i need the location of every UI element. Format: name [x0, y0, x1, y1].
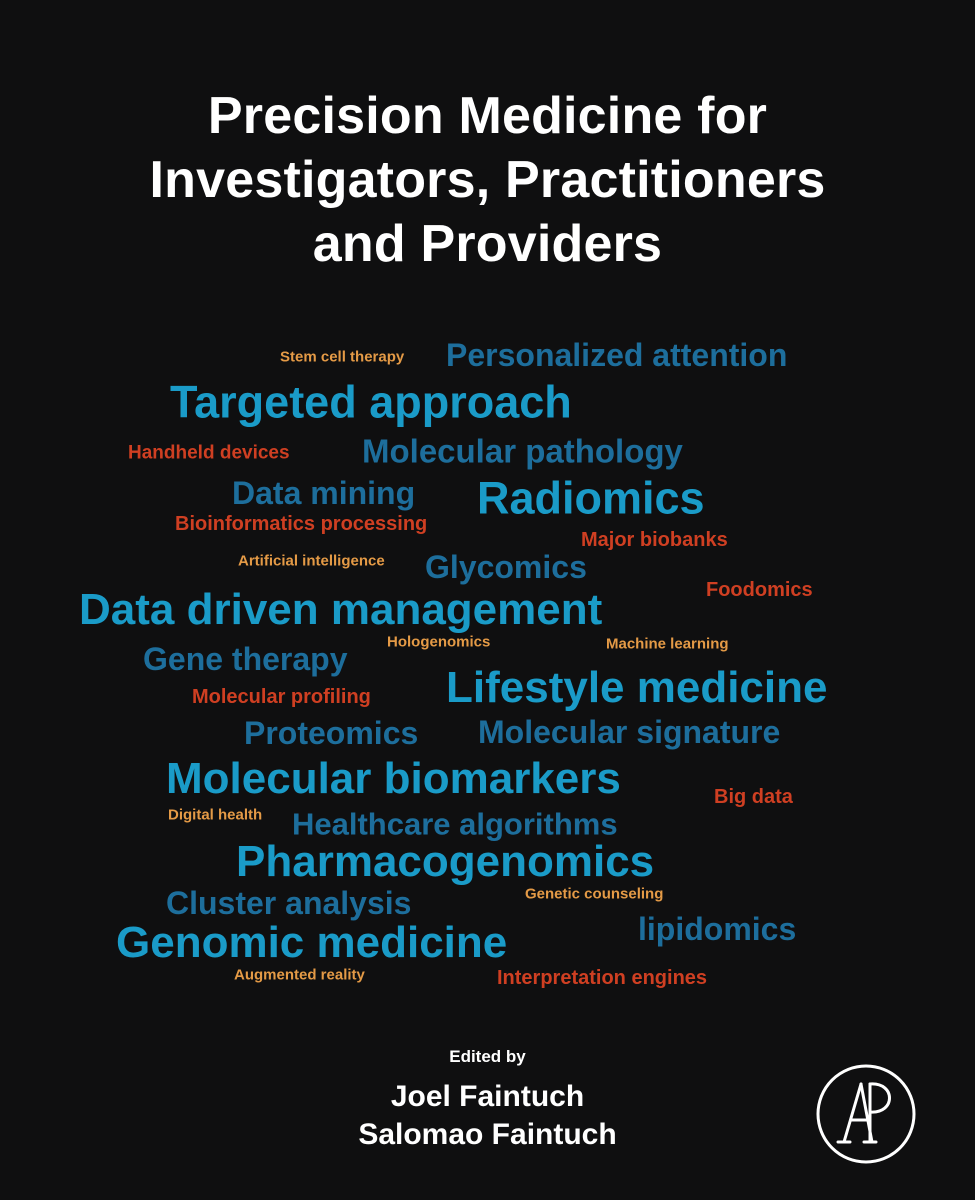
keyword-gene-therapy: Gene therapy: [143, 641, 348, 677]
keyword-big-data: Big data: [714, 786, 793, 808]
editors-block: [290, 1046, 685, 1154]
keyword-data-mining: Data mining: [232, 475, 416, 511]
keyword-lipidomics: lipidomics: [638, 911, 797, 947]
title-line-1: Precision Medicine for: [207, 87, 768, 145]
keyword-pharmacogenomics: Pharmacogenomics: [236, 837, 655, 886]
keyword-personalized-attention: Personalized attention: [446, 337, 788, 373]
keyword-molecular-pathology: Molecular pathology: [362, 432, 683, 470]
keyword-targeted-approach: Targeted approach: [170, 376, 572, 428]
keyword-artificial-intelligence: Artificial intelligence: [238, 552, 385, 570]
keyword-cluster-analysis: Cluster analysis: [166, 885, 412, 921]
edited-by-label: Edited by: [449, 1047, 526, 1066]
keyword-glycomics: Glycomics: [425, 549, 587, 585]
keyword-molecular-signature: Molecular signature: [478, 714, 781, 750]
keyword-lifestyle-medicine: Lifestyle medicine: [446, 663, 828, 712]
keyword-proteomics: Proteomics: [244, 715, 419, 751]
keyword-data-driven-management: Data driven management: [79, 585, 603, 634]
keyword-interpretation-engines: Interpretation engines: [497, 967, 708, 989]
keyword-handheld-devices: Handheld devices: [128, 442, 290, 464]
keyword-healthcare-algorithms: Healthcare algorithms: [292, 806, 618, 842]
keyword-augmented-reality: Augmented reality: [234, 966, 365, 984]
keyword-molecular-biomarkers: Molecular biomarkers: [166, 754, 621, 803]
keyword-digital-health: Digital health: [168, 806, 263, 824]
title-line-3: and Providers: [312, 215, 663, 273]
keyword-bioinformatics-processing: Bioinformatics processing: [175, 513, 428, 535]
keyword-genomic-medicine: Genomic medicine: [116, 918, 508, 967]
keyword-stem-cell-therapy: Stem cell therapy: [280, 348, 405, 366]
ap-monogram-icon: [814, 1062, 918, 1166]
editor-name-2: Salomao Faintuch: [358, 1118, 617, 1151]
keyword-foodomics: Foodomics: [706, 579, 813, 601]
editor-name-1: Joel Faintuch: [390, 1080, 585, 1113]
keyword-radiomics: Radiomics: [477, 472, 705, 524]
keyword-genetic-counseling: Genetic counseling: [525, 885, 664, 903]
keyword-machine-learning: Machine learning: [606, 635, 729, 653]
keyword-hologenomics: Hologenomics: [387, 633, 491, 651]
keyword-major-biobanks: Major biobanks: [581, 529, 728, 551]
keyword-molecular-profiling: Molecular profiling: [192, 686, 371, 708]
title-line-2: Investigators, Practitioners: [149, 151, 826, 209]
